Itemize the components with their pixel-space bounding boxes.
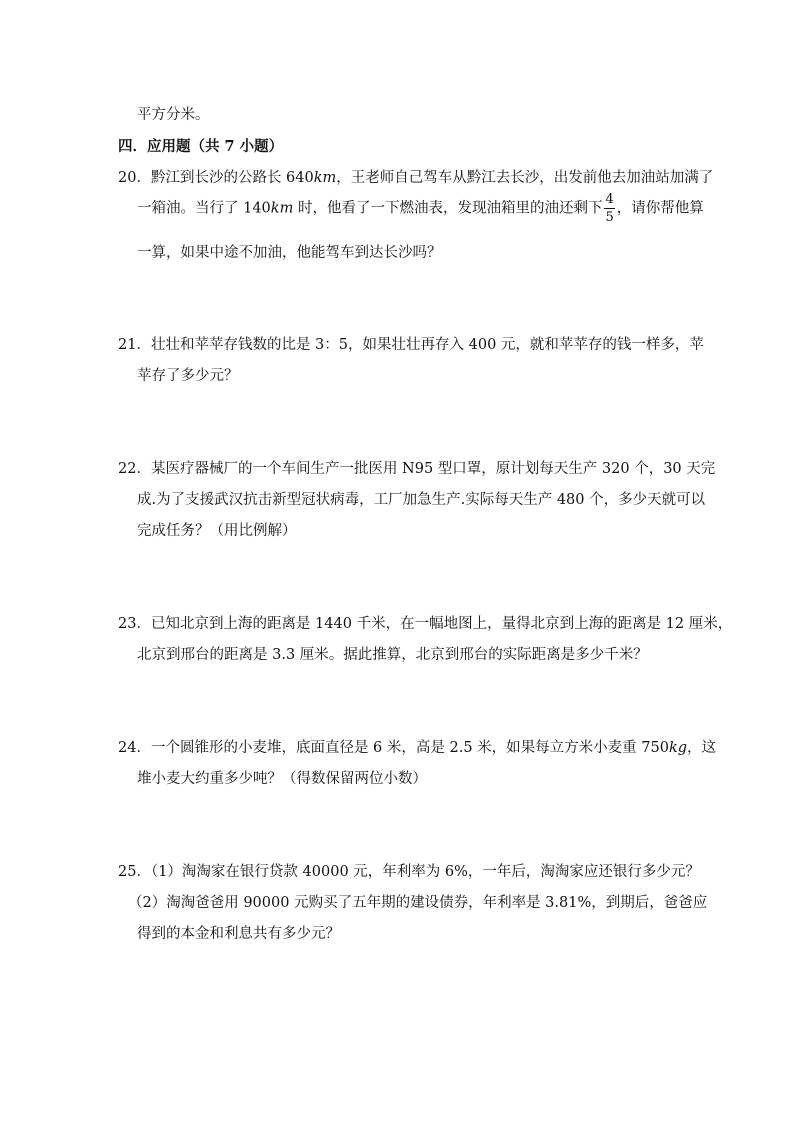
question-number: 25．	[118, 864, 151, 880]
question-22-line-3: 完成任务？（用比例解）	[137, 523, 297, 539]
question-25-line-1: 25．（1）淘淘家在银行贷款 40000 元，年利率为 6%，一年后，淘淘家应还银行多少元？	[118, 864, 700, 880]
fraction-numerator: 4	[605, 192, 614, 207]
previous-question-tail: 平方分米。	[137, 107, 210, 123]
question-21-line-2: 苹存了多少元？	[137, 368, 239, 384]
question-23-line-2: 北京到邢台的距离是 3.3 厘米。据此推算，北京到邢台的实际距离是多少千米？	[137, 647, 648, 663]
question-20-line-1: 20．黔江到长沙的公路长 640km，王老师自己驾车从黔江去长沙，出发前他去加油站加满了	[118, 170, 714, 186]
question-22-line-1: 22．某医疗器械厂的一个车间生产一批医用 N95 型口罩，原计划每天生产 320 个，30 天完	[118, 461, 716, 477]
question-number: 24．	[118, 740, 151, 756]
section-heading: 四．应用题（共 7 小题）	[118, 138, 284, 155]
question-number: 23．	[118, 616, 151, 632]
fraction	[604, 193, 614, 224]
question-22-line-2: 成.为了支援武汉抗击新型冠状病毒，工厂加急生产.实际每天生产 480 个，多少天就可以	[137, 492, 706, 508]
fraction-denominator: 5	[605, 210, 614, 225]
question-20-line-2: 一箱油。当行了 140km 时，他看了一下燃油表，发现油箱里的油还剩下 $\frac{4}{5}$ ，请你帮他算	[137, 192, 704, 225]
question-25-line-3: 得到的本金和利息共有多少元？	[137, 926, 340, 942]
question-21-line-1: 21．壮壮和苹苹存钱数的比是 3：5，如果壮壮再存入 400 元，就和苹苹存的钱一样多，苹	[118, 337, 704, 353]
question-number: 22．	[118, 461, 151, 477]
question-25-line-2: （2）淘淘爸爸用 90000 元购买了五年期的建设债券，年利率是 3.81%，到期后，爸爸应	[128, 895, 708, 911]
question-24-line-1: 24．一个圆锥形的小麦堆，底面直径是 6 米，高是 2.5 米，如果每立方米小麦重 750kg，这	[118, 740, 717, 756]
question-20-line-3: 一算，如果中途不加油，他能驾车到达长沙吗？	[137, 245, 442, 261]
question-number: 20．	[118, 170, 151, 186]
question-number: 21．	[118, 337, 151, 353]
question-24-line-2: 堆小麦大约重多少吨？（得数保留两位小数）	[137, 771, 427, 787]
question-23-line-1: 23．已知北京到上海的距离是 1440 千米，在一幅地图上，量得北京到上海的距离是 12 厘米，	[118, 616, 733, 632]
